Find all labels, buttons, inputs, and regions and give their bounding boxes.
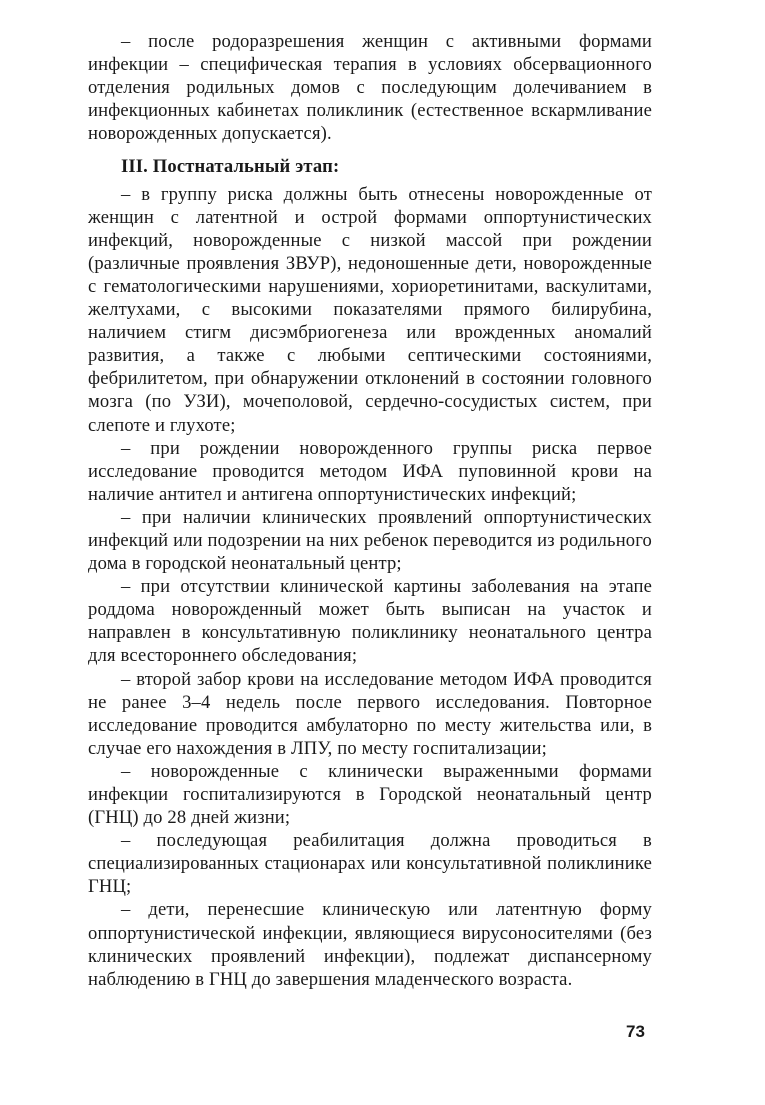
paragraph-3: – при наличии клинических проявлений оппортунистических инфекций или подозрении на них ребенок переводится из родильного дома в городской неонатальный центр;	[88, 506, 652, 575]
page-number: 73	[626, 1022, 645, 1041]
section-heading: III. Постнатальный этап:	[121, 156, 340, 178]
paragraph-top-1: – после родоразрешения женщин с активными формами инфекции – специфическая терапия в условиях обсервационного отделения родильных домов с последующим долечиванием в инфекционных кабинетах поликлиник (естественное вскармливание новорожденных допускается).	[88, 31, 652, 145]
paragraph-8: – дети, перенесшие клиническую или латентную форму оппортунистической инфекции, являющиеся вирусоносителями (без клинических проявлений инфекции), подлежат диспансерному наблюдению в ГНЦ до завершения младенческого возраста.	[88, 899, 652, 990]
paragraph-7: – последующая реабилитация должна проводиться в специализированных стационарах или консультативной поликлинике ГНЦ;	[88, 830, 652, 898]
paragraph-2: – при рождении новорожденного группы риска первое исследование проводится методом ИФА пуповинной крови на наличие антител и антигена оппортунистических инфекций;	[88, 437, 652, 505]
paragraph-6: – новорожденные с клинически выраженными формами инфекции госпитализируются в Городской неонатальный центр (ГНЦ) до 28 дней жизни;	[88, 760, 652, 829]
page-text-block	[88, 30, 652, 991]
paragraph-5: – второй забор крови на исследование методом ИФА проводится не ранее 3–4 недель после первого исследования. Повторное исследование проводится амбулаторно по месту жительства или, в случае его нахождения в ЛПУ, по месту госпитализации;	[88, 668, 652, 759]
paragraph-1: – в группу риска должны быть отнесены новорожденные от женщин с латентной и острой формами оппортунистических инфекций, новорожденные с низкой массой при рождении (различные проявления ЗВУР), недоношенные дети, новорожденные с гематологическими нарушениями, хориоретинитами, васкулитами, желтухами, с высокими показателями прямого билирубина, наличием стигм дисэмбриогенеза или врожденных аномалий развития, а также с любыми септическими состояниями, фебрилитетом, при обнаружении отклонений в состоянии головного мозга (по УЗИ), мочеполовой, сердечно-сосудистых систем, при слепоте и глухоте;	[88, 183, 652, 436]
paragraph-4: – при отсутствии клинической картины заболевания на этапе роддома новорожденный может быть выписан на участок и направлен в консультативную поликлинику неонатального центра для всестороннего обследования;	[88, 576, 652, 667]
